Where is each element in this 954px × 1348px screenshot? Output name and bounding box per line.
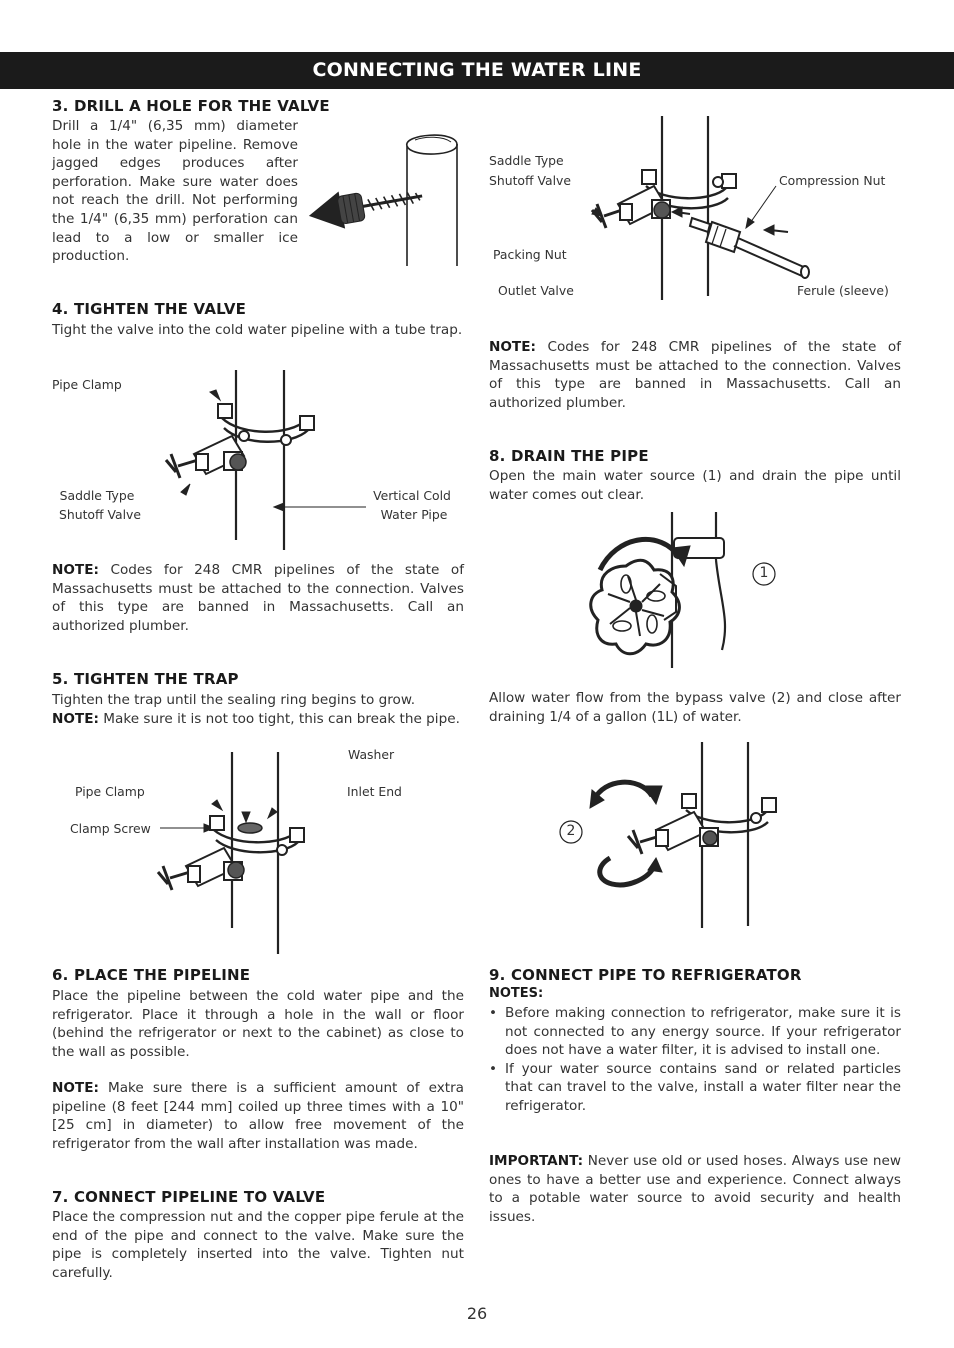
section-8-body: Open the main water source (1) and drain the pipe until water comes out clear. <box>489 468 901 503</box>
label-ferule: Ferule (sleeve) <box>797 283 889 298</box>
section-9-important <box>489 1152 901 1226</box>
note-text: Codes for 248 CMR pipelines of the state of Massachusetts must be attached to the connection. Valves of this type are banned in Massachusetts. Call an authorized plumber. <box>52 562 464 634</box>
section-8-body-2: Allow water flow from the bypass valve (2) and close after draining 1/4 of a gallon (1L) of water. <box>489 690 901 725</box>
section-3-heading: 3. DRILL A HOLE FOR THE VALVE <box>52 97 330 115</box>
page-title: CONNECTING THE WATER LINE <box>0 52 954 89</box>
note-text: Make sure there is a sufficient amount of extra pipeline (8 feet [244 mm] coiled up three times with a 10" [25 cm] in diameter) to allow free movement of the refrigerator from the wall after installation was made. <box>52 1080 464 1152</box>
label-compression-nut: Compression Nut <box>779 173 886 188</box>
section-9-bullets <box>489 1004 901 1116</box>
page-number: 26 <box>466 1304 488 1323</box>
label-saddle-type: Saddle Type <box>59 488 135 503</box>
section-4-heading: 4. TIGHTEN THE VALVE <box>52 300 247 318</box>
label-inlet-end: Inlet End <box>347 784 402 799</box>
label-pipe-clamp-2: Pipe Clamp <box>75 784 145 799</box>
label-washer: Washer <box>348 747 395 762</box>
label-shutoff-valve: Shutoff Valve <box>59 507 141 522</box>
note-label: NOTE: <box>52 711 99 727</box>
label-clamp-screw: Clamp Screw <box>70 821 151 836</box>
section-5-heading: 5. TIGHTEN THE TRAP <box>52 670 239 688</box>
important-label: IMPORTANT: <box>489 1153 584 1169</box>
section-4-body: Tight the valve into the cold water pipeline with a tube trap. <box>52 322 463 338</box>
section-6-body: Place the pipeline between the cold water pipe and the refrigerator. Place it through a hole in the wall or floor (behind the refrigerator or next to the cabinet) as close to the wall as possible. <box>52 988 464 1060</box>
section-6-heading: 6. PLACE THE PIPELINE <box>52 966 251 984</box>
section-8-heading: 8. DRAIN THE PIPE <box>489 447 649 465</box>
label-outlet-valve: Outlet Valve <box>498 283 574 298</box>
important-text: Never use old or used hoses. Always use new ones to have a better use and experience. Connect always to a potable water source to avoid security and health issues. <box>489 1153 901 1225</box>
list-item: • If your water source contains sand or related particles that can travel to the valve, install a water filter near the refrigerator. <box>489 1060 901 1116</box>
section-9-notes-label: NOTES: <box>489 986 544 1001</box>
section-9-heading: 9. CONNECT PIPE TO REFRIGERATOR <box>489 966 802 984</box>
callout-1: 1 <box>759 565 769 581</box>
note-label: NOTE: <box>489 339 536 355</box>
note-label: NOTE: <box>52 562 99 578</box>
note-label: NOTE: <box>52 1080 99 1096</box>
label-packing-nut: Packing Nut <box>493 247 567 262</box>
label-shutoff-valve-2: Shutoff Valve <box>489 173 571 188</box>
section-5-line: Tighten the trap until the sealing ring begins to grow. <box>52 692 416 708</box>
callout-2: 2 <box>566 823 576 839</box>
label-pipe-clamp: Pipe Clamp <box>52 377 122 392</box>
section-7-body: Place the compression nut and the copper pipe ferule at the end of the pipe and connect to the valve. Make sure the pipe is completely inserted into the valve. Tighten nut carefully. <box>52 1209 464 1281</box>
label-water-pipe: Water Pipe <box>380 507 448 522</box>
label-vertical-cold: Vertical Cold <box>373 488 451 503</box>
note-text: Make sure it is not too tight, this can break the pipe. <box>103 711 460 727</box>
list-item: • Before making connection to refrigerator, make sure it is not connected to any energy source. If your refrigerator does not have a water filter, it is advised to install one. <box>489 1004 901 1060</box>
section-3-body: Drill a 1/4" (6,35 mm) diameter hole in the water pipeline. Remove jagged edges produces after perforation. Make sure water does not reach the drill. Not performing the 1/4" (6,35 mm) perforation can lead to a low or smaller ice production. <box>52 118 298 265</box>
section-7-heading: 7. CONNECT PIPELINE TO VALVE <box>52 1188 326 1206</box>
note-text: Codes for 248 CMR pipelines of the state of Massachusetts must be attached to the connection. Valves of this type are banned in Massachusetts. Call an authorized plumber. <box>489 339 901 411</box>
label-saddle-type-2: Saddle Type <box>489 153 564 168</box>
